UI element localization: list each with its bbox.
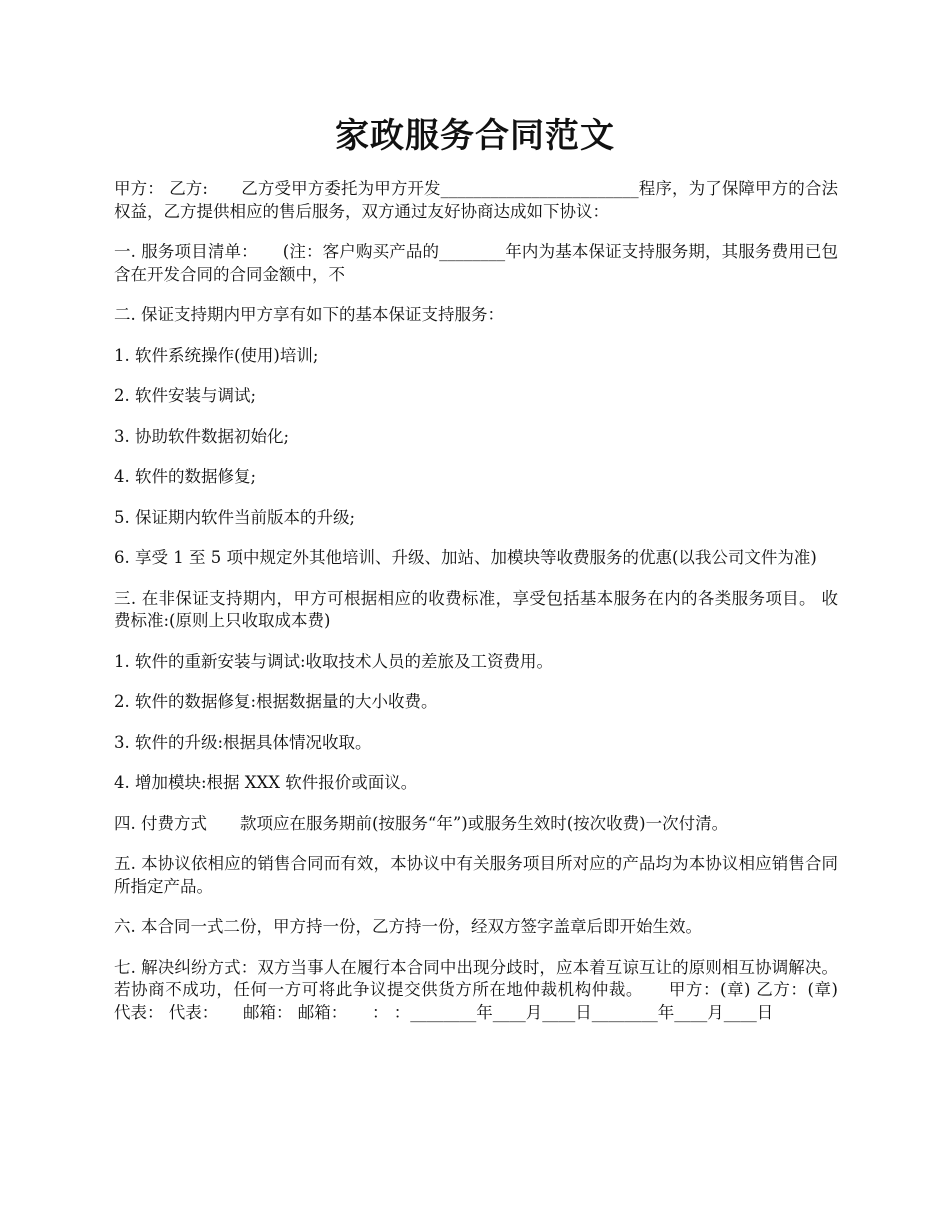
section-2-item-6: 6. 享受 1 至 5 项中规定外其他培训、升级、加站、加模块等收费服务的优惠(以我公司文件为准) xyxy=(114,548,817,567)
document-title: 家政服务合同范文 xyxy=(335,116,615,156)
section-5-paragraph: 五. 本协议依相应的销售合同而有效，本协议中有关服务项目所对应的产品均为本协议相应销售合同所指定产品。 xyxy=(114,854,838,896)
section-3-item-1: 1. 软件的重新安装与调试:收取技术人员的差旅及工资费用。 xyxy=(114,651,554,671)
section-6-paragraph: 六. 本合同一式二份，甲方持一份，乙方持一份，经双方签字盖章后即开始生效。 xyxy=(114,917,702,936)
section-3-item-2: 2. 软件的数据修复:根据数据量的大小收费。 xyxy=(114,692,438,711)
section-3-paragraph: 三. 在非保证支持期内，甲方可根据相应的收费标准，享受包括基本服务在内的各类服务项目。 收费标准:(原则上只收取成本费) xyxy=(114,588,838,630)
section-7-paragraph: 七. 解决纠纷方式：双方当事人在履行本合同中出现分歧时，应本着互谅互让的原则相互协调解决。若协商不成功，任何一方可将此争议提交供货方所在地仲裁机构仲裁。 甲方：(章) 乙方：(章) 代表： 代表： 邮箱： 邮箱： ： ：________年____月____日________年____月____日 xyxy=(114,957,871,1022)
section-2-item-1: 1. 软件系统操作(使用)培训; xyxy=(114,345,319,365)
section-2-heading: 二. 保证支持期内甲方享有如下的基本保证支持服务： xyxy=(114,305,504,324)
section-2-item-4: 4. 软件的数据修复; xyxy=(114,467,257,486)
section-1-paragraph: 一. 服务项目清单： (注：客户购买产品的________年内为基本保证支持服务期，其服务费用已包含在开发合同的合同金额中，不 xyxy=(114,242,838,284)
section-3-item-3: 3. 软件的升级:根据具体情况收取。 xyxy=(114,732,372,752)
section-3-item-4: 4. 增加模块:根据 XXX 软件报价或面议。 xyxy=(114,773,418,792)
section-2-item-2: 2. 软件安装与调试; xyxy=(114,386,257,405)
preamble-paragraph: 甲方： 乙方: 乙方受甲方委托为甲方开发________________________程序，为了保障甲方的合法权益，乙方提供相应的售后服务，双方通过友好协商达成如下协议： xyxy=(114,179,838,221)
document-body xyxy=(114,178,871,1042)
section-4-paragraph: 四. 付费方式 款项应在服务期前(按服务“年”)或服务生效时(按次收费)一次付清。 xyxy=(114,813,729,833)
section-2-item-5: 5. 保证期内软件当前版本的升级; xyxy=(114,507,356,527)
section-2-item-3: 3. 协助软件数据初始化; xyxy=(114,426,290,446)
